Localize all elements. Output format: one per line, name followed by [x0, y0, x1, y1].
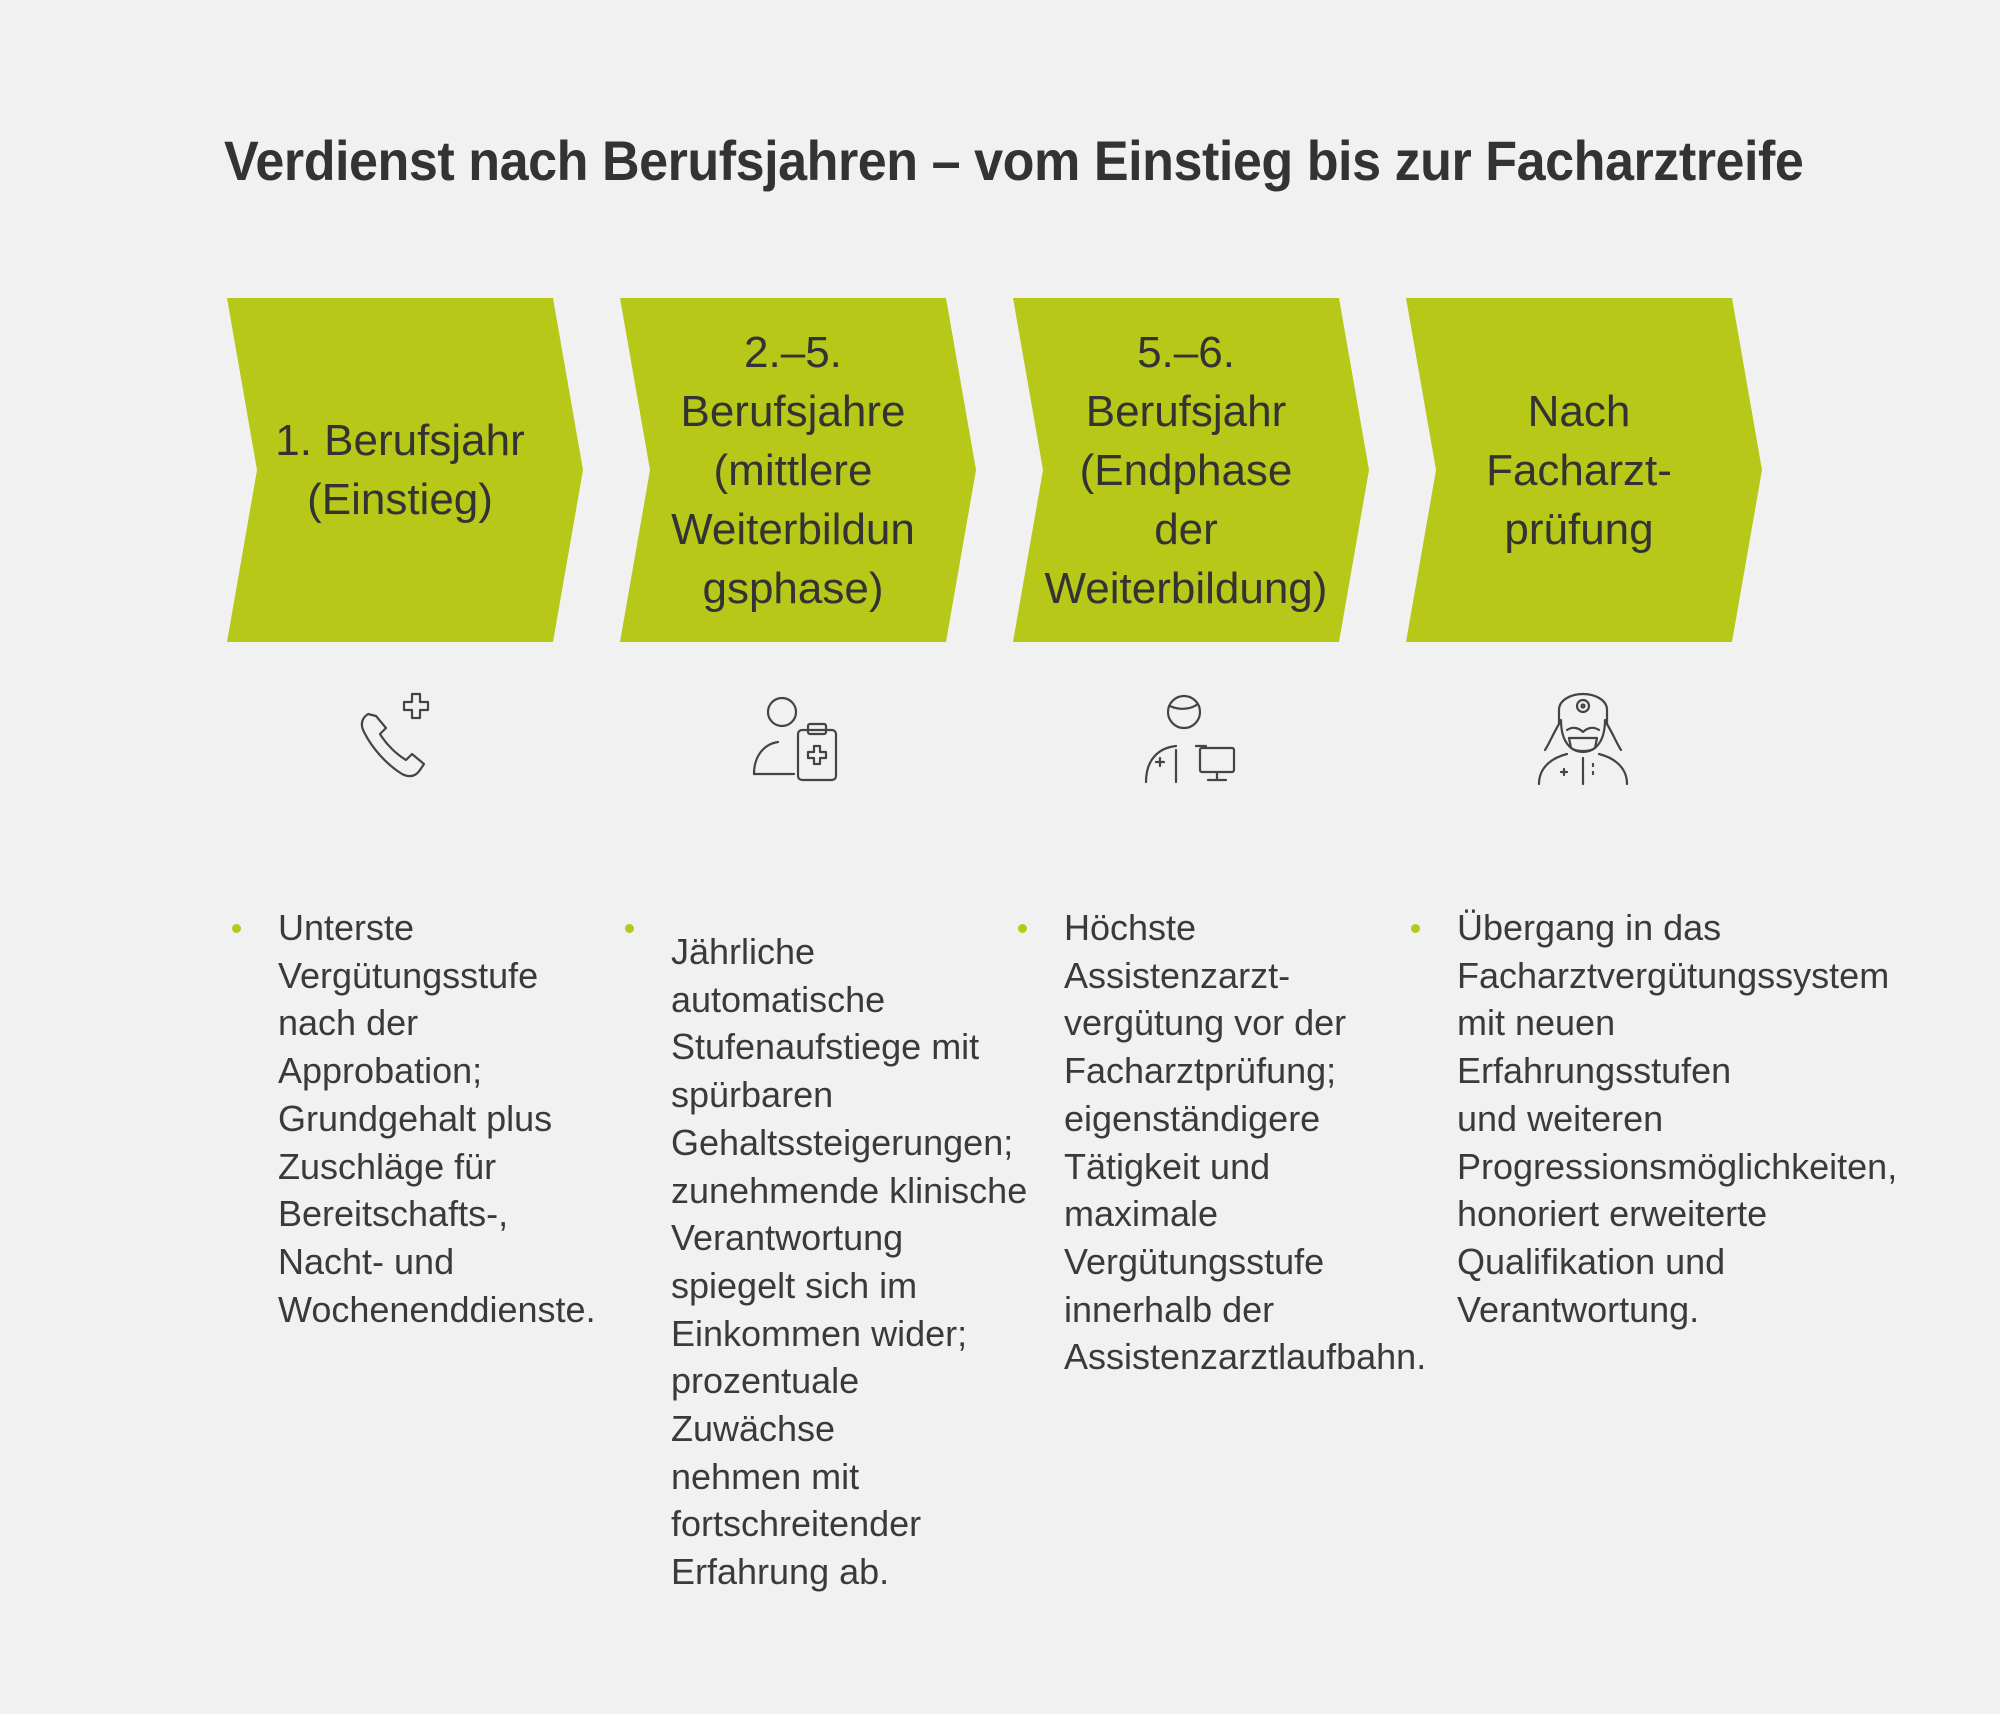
step-2-label: 2.–5. Berufsjahre (mittlere Weiterbildun gsphase)	[671, 327, 915, 613]
page-title: Verdienst nach Berufsjahren – vom Einstieg bis zur Facharztreife	[224, 129, 1804, 192]
step-1-label: 1. Berufsjahr (Einstieg)	[275, 416, 525, 524]
phone-plus-icon	[354, 690, 454, 790]
step-3-chevron	[1013, 298, 1369, 642]
doctor-clipboard-icon	[748, 690, 848, 790]
step-4-label: Nach Facharzt- prüfung	[1486, 386, 1672, 554]
specialist-doctor-icon	[1535, 690, 1635, 790]
bullet-dot	[625, 924, 634, 933]
bullet-dot	[232, 924, 241, 933]
step-4-description-text: Übergang in das Facharztvergütungssystem mit neuen Erfahrungsstufen und weiteren Progressionsmöglichkeiten, honoriert erweiterte Qualifikation und Verantwortung.	[1457, 907, 1898, 1330]
step-4-chevron	[1406, 298, 1762, 642]
step-2-description-text: Jährliche automatische Stufenaufstiege mit spürbaren Gehaltssteigerungen; zunehmende klinische Verantwortung spiegelt sich im Einkommen wider; prozentuale Zuwächse nehmen mit fortschreitender Erfahrung ab.	[671, 931, 1028, 1593]
step-3-label: 5.–6. Berufsjahr (Endphase der Weiterbildung)	[1044, 327, 1328, 613]
bullet-dot	[1411, 924, 1420, 933]
step-1-description-text: Unterste Vergütungsstufe nach der Approbation; Grundgehalt plus Zuschläge für Bereitschafts-, Nacht- und Wochenenddienste.	[278, 907, 596, 1330]
doctor-computer-icon	[1142, 690, 1242, 790]
step-3-description-text: Höchste Assistenzarzt- vergütung vor der Facharztprüfung; eigenständigere Tätigkeit und maximale Vergütungsstufe innerhalb der Assistenzarztlaufbahn.	[1064, 907, 1427, 1378]
step-2-chevron	[620, 298, 976, 642]
bullet-dot	[1018, 924, 1027, 933]
step-1-chevron	[227, 298, 583, 642]
